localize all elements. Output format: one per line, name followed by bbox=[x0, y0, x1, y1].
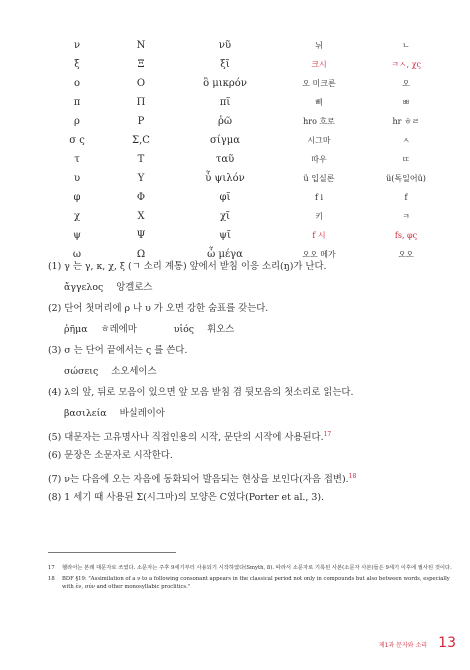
example-korean: ㅎ레에마 bbox=[100, 324, 137, 335]
note-3: (3) σ 는 단어 끝에서는 ς 를 쓴다. bbox=[48, 345, 188, 356]
footnote-ref-17[interactable]: 17 bbox=[323, 431, 332, 438]
footnote-divider bbox=[48, 552, 176, 553]
greek-uppercase: Φ bbox=[136, 192, 146, 203]
greek-uppercase: P bbox=[137, 116, 145, 127]
note-6: (6) 문장은 소문자로 시작한다. bbox=[48, 450, 173, 461]
note-5-text: (5) 대문자는 고유명사나 직접인용의 시작, 문단의 시작에 사용된다. bbox=[48, 432, 324, 444]
korean-pronunciation: 키 bbox=[315, 212, 323, 221]
greek-letter-name: ψῖ bbox=[219, 230, 231, 241]
korean-pronunciation: 크시 bbox=[311, 60, 327, 69]
alphabet-row bbox=[48, 36, 448, 55]
greek-uppercase: N bbox=[136, 40, 146, 51]
greek-letter-name: νῦ bbox=[218, 40, 232, 51]
example-greek: υἱός bbox=[173, 324, 195, 335]
greek-lowercase: ο bbox=[73, 78, 81, 89]
korean-pronunciation: 오 미크론 bbox=[302, 79, 336, 88]
korean-pronunciation: f 시 bbox=[312, 231, 326, 240]
note-5 bbox=[48, 428, 448, 449]
note-8: (8) 1 세기 때 사용된 Σ(시그마)의 모양은 C였다(Porter et al., 3). bbox=[48, 492, 324, 503]
example-greek: ῥῆμα bbox=[64, 324, 88, 335]
note-1: (1) γ 는 γ, κ, χ, ξ (ㄱ 소리 계통) 앞에서 받침 이응 소리(ŋ)가 난다. bbox=[48, 261, 327, 272]
sound-value: ㅃ bbox=[402, 98, 410, 107]
note-3-example bbox=[48, 365, 448, 386]
greek-letter-name: ὖ ψιλόν bbox=[205, 173, 245, 184]
page-number: 13 bbox=[438, 635, 456, 651]
note-2-example bbox=[48, 323, 448, 344]
greek-letter-name: σίγμα bbox=[210, 135, 240, 146]
greek-uppercase: Σ,C bbox=[132, 135, 150, 146]
note-1-example bbox=[48, 281, 448, 302]
alphabet-row bbox=[48, 74, 448, 93]
greek-alphabet-table bbox=[48, 36, 448, 264]
sound-value: 오 bbox=[402, 79, 410, 88]
footnote-17 bbox=[48, 564, 458, 572]
greek-lowercase: ψ bbox=[73, 230, 81, 241]
footnote-ref-18[interactable]: 18 bbox=[348, 473, 357, 480]
sound-value: ㄴ bbox=[402, 41, 410, 50]
greek-uppercase: Π bbox=[136, 97, 146, 108]
greek-letter-name: ὦ μέγα bbox=[207, 249, 243, 260]
greek-letter-name: πῖ bbox=[219, 97, 231, 108]
korean-pronunciation: f i bbox=[314, 193, 324, 202]
korean-pronunciation: 오오 메가 bbox=[302, 250, 336, 259]
alphabet-row bbox=[48, 112, 448, 131]
korean-pronunciation: hro 흐로 bbox=[303, 117, 335, 126]
note-4-example bbox=[48, 407, 448, 428]
greek-letter-name: χῖ bbox=[220, 211, 230, 222]
footnote-number: 17 bbox=[48, 565, 55, 571]
korean-pronunciation: 삐 bbox=[315, 98, 323, 107]
greek-lowercase: χ bbox=[73, 211, 81, 222]
greek-uppercase: Y bbox=[137, 173, 145, 184]
greek-lowercase: π bbox=[73, 97, 81, 108]
korean-pronunciation: 뉘 bbox=[315, 41, 323, 50]
greek-lowercase: τ bbox=[74, 154, 80, 165]
korean-pronunciation: 따우 bbox=[311, 155, 327, 164]
example-korean: 바실레이아 bbox=[119, 408, 165, 419]
greek-lowercase: σ ς bbox=[69, 135, 85, 146]
korean-pronunciation: ü 입실론 bbox=[303, 174, 335, 183]
alphabet-row bbox=[48, 93, 448, 112]
example-greek: βασιλεία bbox=[64, 408, 107, 419]
alphabet-row bbox=[48, 226, 448, 245]
footnote-text: BDF §19: "Assimilation of a ν to a following consonant appears in the classical period not only in compounds but also between words, especially with ἐν, σύν and other monosyllabic proclitics." bbox=[62, 576, 450, 590]
footnote-18 bbox=[48, 575, 458, 591]
greek-letter-name: ξῖ bbox=[220, 59, 230, 70]
alphabet-row bbox=[48, 169, 448, 188]
alphabet-row bbox=[48, 207, 448, 226]
greek-letter-name: ὂ μικρόν bbox=[203, 78, 247, 89]
greek-letter-name: ταῦ bbox=[215, 154, 235, 165]
example-korean: 소오세이스 bbox=[111, 366, 157, 377]
alphabet-row bbox=[48, 150, 448, 169]
greek-uppercase: X bbox=[137, 211, 145, 222]
chapter-title: 제1과 문자와 소리 bbox=[378, 642, 428, 649]
footnote-text: 헬라어는 본래 대문자로 쓰였다. 소문자는 주후 9세기부터 사용되기 시작하였다(Smyth, 8). 따라서 소문자로 기록된 사본(소문자 사본)들은 9세기 이후에 필사된 것이다. bbox=[62, 565, 452, 571]
greek-letter-name: ῥῶ bbox=[217, 116, 233, 127]
sound-value: 오오 bbox=[398, 250, 414, 259]
greek-uppercase: T bbox=[137, 154, 145, 165]
greek-lowercase: ν bbox=[73, 40, 81, 51]
sound-value: ㅅ bbox=[402, 136, 410, 145]
note-7-text: (7) ν는 다음에 오는 자음에 동화되어 발음되는 현상을 보인다(자음 접변). bbox=[48, 474, 349, 486]
example-korean: 앙겔로스 bbox=[116, 282, 153, 293]
greek-uppercase: Ξ bbox=[137, 59, 145, 70]
alphabet-row bbox=[48, 188, 448, 207]
notes-list bbox=[48, 260, 448, 512]
sound-value: ㅋㅅ, χς bbox=[391, 60, 421, 69]
note-4: (4) λ의 앞, 뒤로 모음이 있으면 앞 모음 받침 겸 뒷모음의 첫소리로 읽는다. bbox=[48, 387, 354, 398]
greek-lowercase: ρ bbox=[74, 116, 80, 127]
footnote-number: 18 bbox=[48, 576, 55, 582]
greek-lowercase: ω bbox=[72, 249, 82, 260]
page-footer bbox=[379, 632, 456, 651]
greek-lowercase: υ bbox=[73, 173, 81, 184]
korean-pronunciation: 시그마 bbox=[307, 136, 331, 145]
sound-value: f bbox=[404, 193, 408, 202]
alphabet-table-body bbox=[48, 36, 448, 264]
sound-value: ㄸ bbox=[402, 155, 410, 164]
sound-value: ㅋ bbox=[402, 212, 410, 221]
greek-uppercase: Ψ bbox=[136, 230, 146, 241]
example-korean: 휘오스 bbox=[207, 324, 235, 335]
footnotes bbox=[48, 564, 458, 594]
sound-value: hr ㅎㄹ bbox=[392, 117, 420, 126]
sound-value: ü(독일어ü) bbox=[386, 174, 426, 183]
greek-letter-name: φῖ bbox=[219, 192, 231, 203]
greek-uppercase: O bbox=[136, 78, 146, 89]
sound-value: fs, φς bbox=[394, 231, 418, 240]
alphabet-row bbox=[48, 55, 448, 74]
example-greek: ἄγγελος bbox=[64, 282, 104, 293]
greek-lowercase: φ bbox=[73, 192, 81, 203]
note-2: (2) 단어 첫머리에 ρ 나 υ 가 오면 강한 숨표를 갖는다. bbox=[48, 303, 269, 314]
greek-lowercase: ξ bbox=[74, 59, 80, 70]
alphabet-row bbox=[48, 131, 448, 150]
note-7 bbox=[48, 470, 448, 491]
example-greek: σώσεις bbox=[64, 366, 99, 377]
greek-uppercase: Ω bbox=[136, 249, 146, 260]
